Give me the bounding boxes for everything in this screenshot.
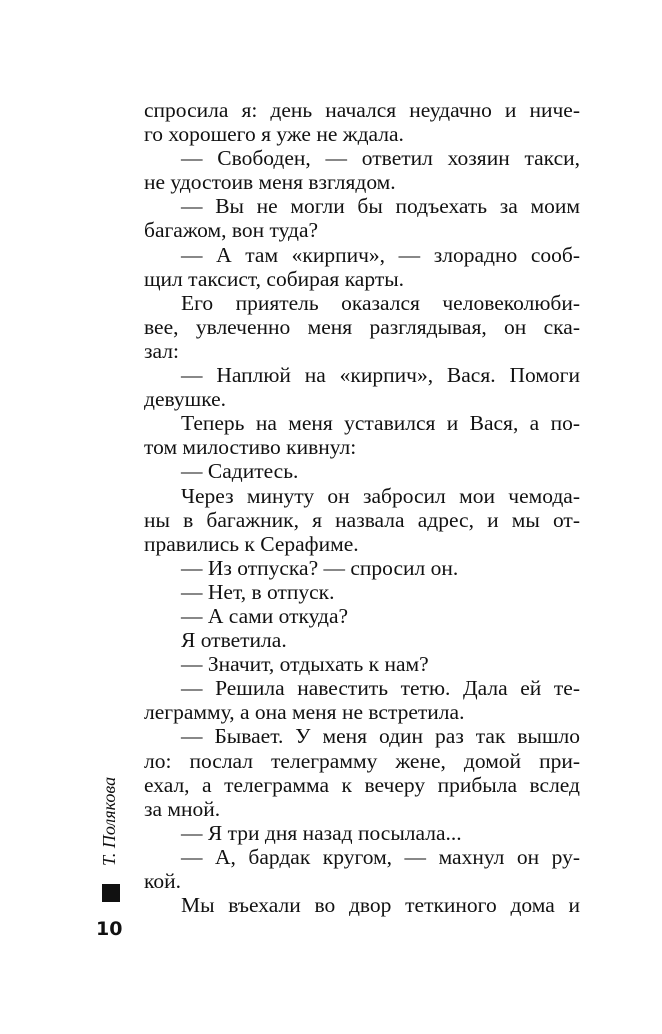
text-line: ло: послал телеграмму жене, домой при- xyxy=(144,748,580,773)
text-line: багажом, вон туда? xyxy=(144,218,319,243)
text-line: ехал, а телеграмма к вечеру прибыла вслед xyxy=(144,772,580,797)
running-head-text: Т. Полякова xyxy=(99,776,119,866)
text-line: ны в багажник, я назвала адрес, и мы от- xyxy=(144,507,580,532)
section-marker xyxy=(102,884,120,902)
text-line: Через минуту он забросил мои чемода- xyxy=(181,483,580,508)
text-line: за мной. xyxy=(144,796,221,821)
text-line: — А, бардак кругом, — махнул он ру- xyxy=(181,844,580,869)
text-line: Теперь на меня уставился и Вася, а по- xyxy=(181,411,580,436)
running-head xyxy=(98,770,126,888)
body-text xyxy=(144,98,580,917)
text-line: правились к Серафиме. xyxy=(144,531,359,556)
text-line: том милостиво кивнул: xyxy=(144,435,357,460)
text-line: девушке. xyxy=(144,387,227,412)
text-line: — А сами откуда? xyxy=(181,603,349,628)
text-line: — Наплюй на «кирпич», Вася. Помоги xyxy=(181,363,580,388)
text-line: го хорошего я уже не ждала. xyxy=(144,122,404,147)
text-line: — Садитесь. xyxy=(181,459,299,484)
text-line: Мы въехали во двор теткиного дома и xyxy=(181,893,580,918)
text-line: не удостоив меня взглядом. xyxy=(144,170,396,195)
text-line: — Вы не могли бы подъехать за моим xyxy=(181,194,580,219)
text-line: спросила я: день начался неудачно и ниче- xyxy=(144,98,580,122)
text-line: — Я три дня назад посылала... xyxy=(181,820,462,845)
text-line: — Значит, отдыхать к нам? xyxy=(181,652,429,677)
text-line: кой. xyxy=(144,869,181,893)
text-line: Его приятель оказался человеколюби- xyxy=(181,290,580,315)
text-line: — А там «кирпич», — злорадно сооб- xyxy=(181,242,580,267)
text-line: — Нет, в отпуск. xyxy=(181,579,335,604)
page-number: 10 xyxy=(96,918,123,940)
text-line: щил таксист, собирая карты. xyxy=(144,266,405,291)
text-line: — Свободен, — ответил хозяин такси, xyxy=(181,146,580,171)
text-line: Я ответила. xyxy=(181,628,287,653)
text-line: — Бывает. У меня один раз так вышло xyxy=(181,724,580,749)
text-line: — Из отпуска? — спросил он. xyxy=(181,555,459,580)
text-line: вее, увлеченно меня разглядывая, он ска- xyxy=(144,314,580,339)
text-line: — Решила навестить тетю. Дала ей те- xyxy=(181,676,580,701)
text-line: леграмму, а она меня не встретила. xyxy=(144,700,465,725)
text-line: зал: xyxy=(144,338,179,363)
